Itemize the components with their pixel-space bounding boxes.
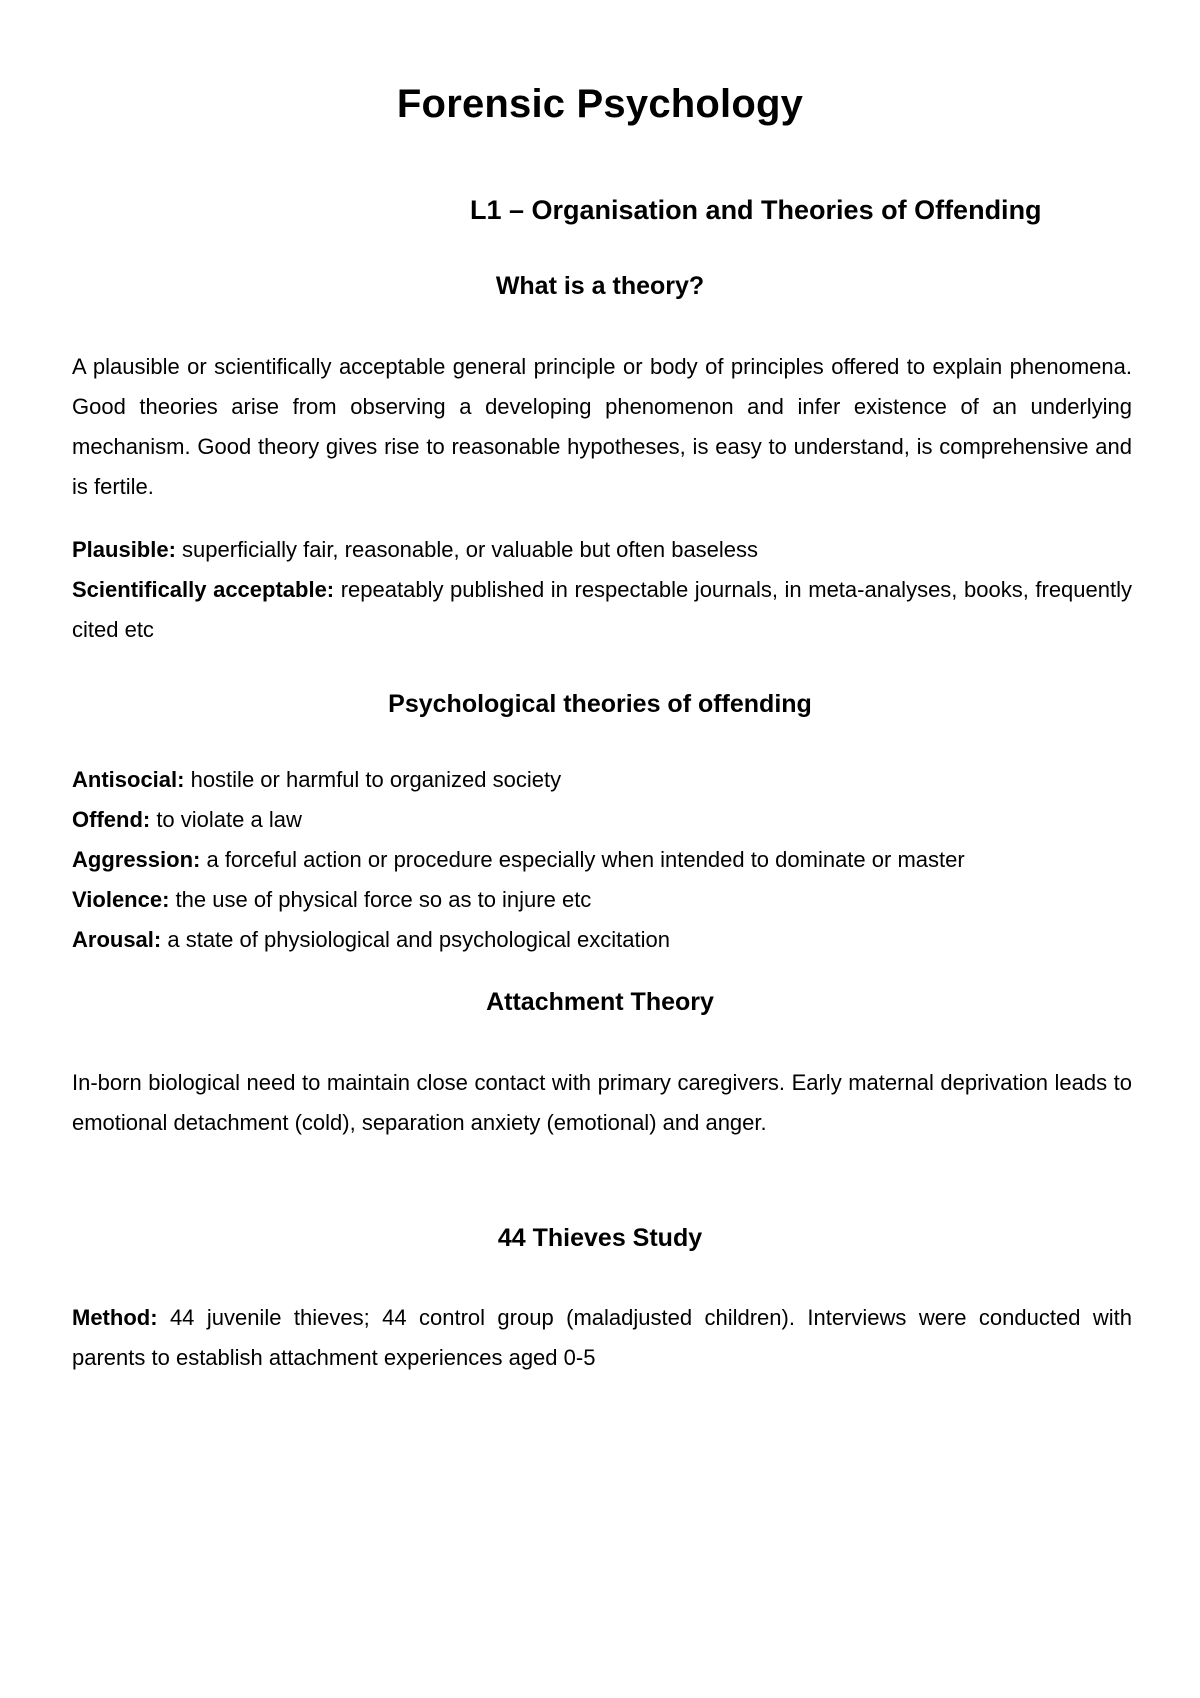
definition-violence bbox=[72, 880, 1132, 920]
section-heading-theory: What is a theory? bbox=[495, 272, 705, 300]
definition-text: the use of physical force so as to injure etc bbox=[169, 887, 592, 912]
definition-term: Violence: bbox=[72, 887, 170, 912]
method-text: 44 juvenile thieves; 44 control group (maladjusted children). Interviews were conducted with parents to establish attachment experiences aged 0-5 bbox=[72, 1305, 1132, 1370]
definition-aggression bbox=[72, 840, 1132, 880]
definition-term: Antisocial: bbox=[72, 767, 185, 792]
definition-text: superficially fair, reasonable, or valuable but often baseless bbox=[175, 537, 759, 562]
lecture-subtitle: L1 – Organisation and Theories of Offending bbox=[470, 195, 1042, 225]
section-heading-offending: Psychological theories of offending bbox=[388, 690, 812, 718]
definition-plausible bbox=[72, 530, 1132, 570]
definition-offend bbox=[72, 800, 1132, 840]
definition-text: to violate a law bbox=[150, 807, 302, 832]
thieves-method-paragraph bbox=[72, 1298, 1132, 1378]
section-heading-attachment: Attachment Theory bbox=[486, 988, 714, 1016]
definition-term: Arousal: bbox=[72, 927, 162, 952]
method-term: Method: bbox=[72, 1305, 158, 1330]
definition-arousal bbox=[72, 920, 1132, 960]
offending-definitions bbox=[72, 760, 1132, 960]
definition-text: a state of physiological and psychological excitation bbox=[161, 927, 670, 952]
definition-term: Aggression: bbox=[72, 847, 201, 872]
attachment-paragraph: In-born biological need to maintain close contact with primary caregivers. Early maternal deprivation leads to emotional detachment (cold), separation anxiety (emotional) and anger. bbox=[72, 1070, 1132, 1135]
theory-paragraph: A plausible or scientifically acceptable general principle or body of principles offered to explain phenomena. Good theories arise from observing a developing phenomenon and infer existence of an underlying mechanism. Good theory gives rise to reasonable hypotheses, is easy to understand, is comprehensive and is fertile. bbox=[72, 354, 1132, 499]
definition-text: repeatably published in respectable journals, in meta-analyses, books, frequently cited etc bbox=[72, 577, 1133, 642]
definition-scientifically-acceptable bbox=[72, 570, 1132, 650]
definition-term: Scientifically acceptable: bbox=[72, 577, 335, 602]
definition-antisocial bbox=[72, 760, 1132, 800]
definition-term: Plausible: bbox=[72, 537, 176, 562]
section-heading-thieves-study: 44 Thieves Study bbox=[497, 1224, 703, 1252]
definition-text: hostile or harmful to organized society bbox=[184, 767, 562, 792]
theory-definitions bbox=[72, 530, 1132, 650]
definition-term: Offend: bbox=[72, 807, 151, 832]
document-title: Forensic Psychology bbox=[396, 82, 804, 126]
definition-text: a forceful action or procedure especially when intended to dominate or master bbox=[200, 847, 965, 872]
